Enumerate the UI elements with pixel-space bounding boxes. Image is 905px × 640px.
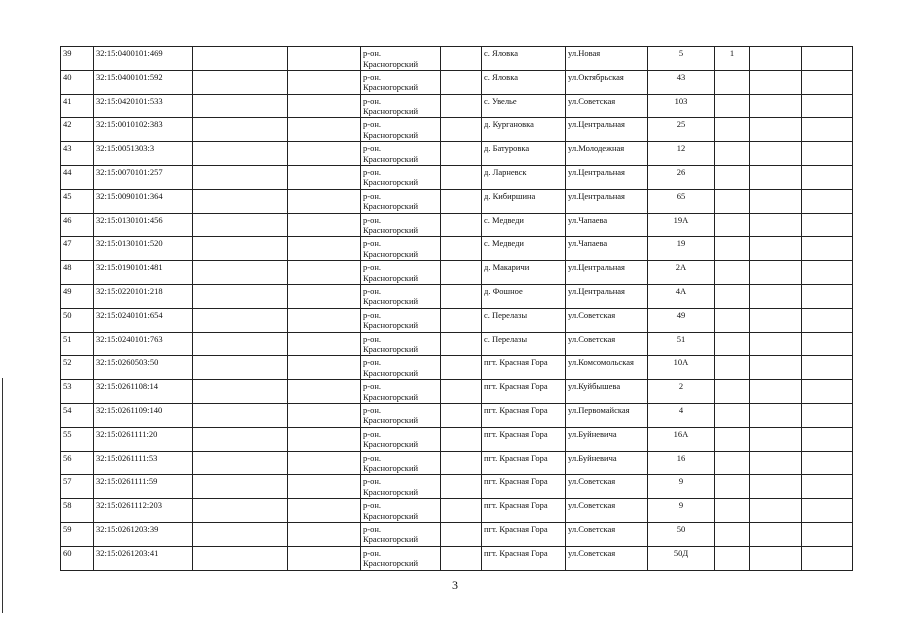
cell-empty <box>193 213 288 237</box>
cell-empty <box>750 118 802 142</box>
row-number: 39 <box>61 47 94 71</box>
locality: пгт. Красная Гора <box>482 451 566 475</box>
cell-empty <box>441 332 482 356</box>
cell-empty <box>441 237 482 261</box>
district: р-он. Красногорский <box>361 308 441 332</box>
district: р-он. Красногорский <box>361 403 441 427</box>
cell-empty <box>193 189 288 213</box>
table-row <box>61 451 853 475</box>
district: р-он. Красногорский <box>361 118 441 142</box>
cadastral-number: 32:15:0051303:3 <box>94 142 193 166</box>
cell-empty <box>288 499 361 523</box>
house-number: 103 <box>648 94 715 118</box>
cell-empty <box>193 118 288 142</box>
cell-empty <box>193 47 288 71</box>
row-number: 58 <box>61 499 94 523</box>
cell-empty <box>441 403 482 427</box>
count <box>715 427 750 451</box>
locality: пгт. Красная Гора <box>482 427 566 451</box>
house-number: 19 <box>648 237 715 261</box>
district: р-он. Красногорский <box>361 356 441 380</box>
cell-empty <box>802 70 853 94</box>
locality: с. Медведи <box>482 213 566 237</box>
street: ул.Молодежная <box>566 142 648 166</box>
cell-empty <box>193 427 288 451</box>
table-body <box>61 47 853 571</box>
district: р-он. Красногорский <box>361 142 441 166</box>
count <box>715 356 750 380</box>
table-row <box>61 237 853 261</box>
house-number: 26 <box>648 165 715 189</box>
locality: д. Батуровка <box>482 142 566 166</box>
row-number: 47 <box>61 237 94 261</box>
table-row <box>61 403 853 427</box>
cell-empty <box>193 332 288 356</box>
locality: д. Кибиршина <box>482 189 566 213</box>
cell-empty <box>441 427 482 451</box>
cell-empty <box>193 165 288 189</box>
cell-empty <box>750 70 802 94</box>
locality: пгт. Красная Гора <box>482 546 566 570</box>
locality: с. Яловка <box>482 70 566 94</box>
table-row <box>61 118 853 142</box>
cell-empty <box>288 380 361 404</box>
row-number: 50 <box>61 308 94 332</box>
cell-empty <box>802 308 853 332</box>
count <box>715 475 750 499</box>
street: ул.Чапаева <box>566 213 648 237</box>
count <box>715 189 750 213</box>
cell-empty <box>288 403 361 427</box>
house-number: 51 <box>648 332 715 356</box>
cell-empty <box>288 546 361 570</box>
cadastral-number: 32:15:0261111:20 <box>94 427 193 451</box>
cell-empty <box>750 356 802 380</box>
cell-empty <box>750 380 802 404</box>
cadastral-number: 32:15:0261111:59 <box>94 475 193 499</box>
cadastral-number: 32:15:0220101:218 <box>94 284 193 308</box>
count <box>715 237 750 261</box>
cell-empty <box>441 94 482 118</box>
district: р-он. Красногорский <box>361 451 441 475</box>
cadastral-number: 32:15:0070101:257 <box>94 165 193 189</box>
locality: пгт. Красная Гора <box>482 475 566 499</box>
district: р-он. Красногорский <box>361 546 441 570</box>
cell-empty <box>288 284 361 308</box>
cell-empty <box>802 237 853 261</box>
table-row <box>61 356 853 380</box>
cell-empty <box>288 237 361 261</box>
cell-empty <box>750 546 802 570</box>
cell-empty <box>802 165 853 189</box>
table-row <box>61 546 853 570</box>
cell-empty <box>193 284 288 308</box>
cell-empty <box>441 142 482 166</box>
cell-empty <box>441 47 482 71</box>
house-number: 10А <box>648 356 715 380</box>
district: р-он. Красногорский <box>361 475 441 499</box>
cell-empty <box>288 189 361 213</box>
locality: пгт. Красная Гора <box>482 522 566 546</box>
street: ул.Буйневича <box>566 451 648 475</box>
count <box>715 94 750 118</box>
count <box>715 380 750 404</box>
cell-empty <box>802 284 853 308</box>
cell-empty <box>441 165 482 189</box>
cell-empty <box>193 451 288 475</box>
street: ул.Центральная <box>566 284 648 308</box>
table-row <box>61 189 853 213</box>
cell-empty <box>441 189 482 213</box>
cell-empty <box>193 308 288 332</box>
cell-empty <box>802 189 853 213</box>
cell-empty <box>750 261 802 285</box>
row-number: 43 <box>61 142 94 166</box>
street: ул.Центральная <box>566 261 648 285</box>
cadastral-number: 32:15:0130101:520 <box>94 237 193 261</box>
house-number: 50Д <box>648 546 715 570</box>
cell-empty <box>441 118 482 142</box>
cadastral-number: 32:15:0261203:39 <box>94 522 193 546</box>
locality: д. Ларневск <box>482 165 566 189</box>
row-number: 44 <box>61 165 94 189</box>
house-number: 16А <box>648 427 715 451</box>
page-number: 3 <box>452 578 458 592</box>
cell-empty <box>288 308 361 332</box>
row-number: 60 <box>61 546 94 570</box>
house-number: 9 <box>648 499 715 523</box>
table-row <box>61 47 853 71</box>
row-number: 54 <box>61 403 94 427</box>
cadastral-number: 32:15:0400101:592 <box>94 70 193 94</box>
cell-empty <box>750 213 802 237</box>
table-row <box>61 380 853 404</box>
cell-empty <box>441 356 482 380</box>
cell-empty <box>802 403 853 427</box>
street: ул.Советская <box>566 475 648 499</box>
scan-edge-line <box>2 378 3 613</box>
cell-empty <box>193 356 288 380</box>
cell-empty <box>750 475 802 499</box>
cell-empty <box>193 546 288 570</box>
cell-empty <box>802 427 853 451</box>
row-number: 51 <box>61 332 94 356</box>
locality: пгт. Красная Гора <box>482 380 566 404</box>
cell-empty <box>750 237 802 261</box>
street: ул.Чапаева <box>566 237 648 261</box>
count <box>715 451 750 475</box>
cell-empty <box>288 70 361 94</box>
street: ул.Центральная <box>566 118 648 142</box>
locality: пгт. Красная Гора <box>482 499 566 523</box>
row-number: 42 <box>61 118 94 142</box>
house-number: 43 <box>648 70 715 94</box>
table-row <box>61 332 853 356</box>
cell-empty <box>288 165 361 189</box>
house-number: 25 <box>648 118 715 142</box>
property-table <box>60 46 853 571</box>
house-number: 16 <box>648 451 715 475</box>
locality: с. Медведи <box>482 237 566 261</box>
cell-empty <box>288 356 361 380</box>
cell-empty <box>193 70 288 94</box>
district: р-он. Красногорский <box>361 380 441 404</box>
count <box>715 332 750 356</box>
cell-empty <box>750 427 802 451</box>
count <box>715 403 750 427</box>
table-row <box>61 94 853 118</box>
cadastral-number: 32:15:0420101:533 <box>94 94 193 118</box>
count <box>715 118 750 142</box>
row-number: 55 <box>61 427 94 451</box>
cell-empty <box>750 189 802 213</box>
table-row <box>61 499 853 523</box>
cell-empty <box>441 70 482 94</box>
cadastral-number: 32:15:0261111:53 <box>94 451 193 475</box>
table-row <box>61 522 853 546</box>
table-row <box>61 427 853 451</box>
row-number: 52 <box>61 356 94 380</box>
district: р-он. Красногорский <box>361 284 441 308</box>
street: ул.Новая <box>566 47 648 71</box>
cell-empty <box>193 403 288 427</box>
cell-empty <box>441 284 482 308</box>
row-number: 49 <box>61 284 94 308</box>
cell-empty <box>288 475 361 499</box>
house-number: 2А <box>648 261 715 285</box>
cell-empty <box>441 213 482 237</box>
district: р-он. Красногорский <box>361 237 441 261</box>
cell-empty <box>802 380 853 404</box>
cadastral-number: 32:15:0261109:140 <box>94 403 193 427</box>
street: ул.Центральная <box>566 189 648 213</box>
table-row <box>61 213 853 237</box>
cell-empty <box>288 427 361 451</box>
row-number: 45 <box>61 189 94 213</box>
cell-empty <box>441 475 482 499</box>
street: ул.Советская <box>566 499 648 523</box>
cadastral-number: 32:15:0130101:456 <box>94 213 193 237</box>
row-number: 57 <box>61 475 94 499</box>
cell-empty <box>288 261 361 285</box>
count <box>715 70 750 94</box>
row-number: 56 <box>61 451 94 475</box>
house-number: 9 <box>648 475 715 499</box>
street: ул.Советская <box>566 308 648 332</box>
cell-empty <box>288 118 361 142</box>
district: р-он. Красногорский <box>361 522 441 546</box>
row-number: 46 <box>61 213 94 237</box>
cell-empty <box>193 261 288 285</box>
cell-empty <box>802 451 853 475</box>
locality: с. Яловка <box>482 47 566 71</box>
cell-empty <box>802 261 853 285</box>
locality: с. Перелазы <box>482 332 566 356</box>
cell-empty <box>750 499 802 523</box>
cell-empty <box>193 522 288 546</box>
district: р-он. Красногорский <box>361 213 441 237</box>
locality: пгт. Красная Гора <box>482 356 566 380</box>
district: р-он. Красногорский <box>361 189 441 213</box>
count <box>715 546 750 570</box>
cell-empty <box>802 546 853 570</box>
cadastral-number: 32:15:0010102:383 <box>94 118 193 142</box>
locality: с. Увелье <box>482 94 566 118</box>
street: ул.Первомайская <box>566 403 648 427</box>
count <box>715 284 750 308</box>
cell-empty <box>193 142 288 166</box>
cadastral-number: 32:15:0400101:469 <box>94 47 193 71</box>
cell-empty <box>802 47 853 71</box>
cell-empty <box>802 475 853 499</box>
cell-empty <box>288 522 361 546</box>
cadastral-number: 32:15:0240101:763 <box>94 332 193 356</box>
cell-empty <box>750 332 802 356</box>
cell-empty <box>193 380 288 404</box>
count <box>715 499 750 523</box>
count <box>715 165 750 189</box>
row-number: 41 <box>61 94 94 118</box>
count <box>715 142 750 166</box>
count <box>715 522 750 546</box>
house-number: 4 <box>648 403 715 427</box>
cadastral-number: 32:15:0240101:654 <box>94 308 193 332</box>
cell-empty <box>802 94 853 118</box>
district: р-он. Красногорский <box>361 499 441 523</box>
cell-empty <box>750 522 802 546</box>
count <box>715 261 750 285</box>
cell-empty <box>288 451 361 475</box>
cadastral-number: 32:15:0190101:481 <box>94 261 193 285</box>
cell-empty <box>802 118 853 142</box>
locality: д. Фошное <box>482 284 566 308</box>
cadastral-number: 32:15:0261203:41 <box>94 546 193 570</box>
cell-empty <box>750 284 802 308</box>
locality: д. Макаричи <box>482 261 566 285</box>
house-number: 5 <box>648 47 715 71</box>
table-row <box>61 284 853 308</box>
cell-empty <box>802 142 853 166</box>
cadastral-number: 32:15:0090101:364 <box>94 189 193 213</box>
cadastral-number: 32:15:0260503:50 <box>94 356 193 380</box>
cell-empty <box>441 499 482 523</box>
house-number: 49 <box>648 308 715 332</box>
locality: пгт. Красная Гора <box>482 403 566 427</box>
cell-empty <box>288 213 361 237</box>
cell-empty <box>193 475 288 499</box>
cell-empty <box>802 499 853 523</box>
district: р-он. Красногорский <box>361 261 441 285</box>
table-row <box>61 308 853 332</box>
district: р-он. Красногорский <box>361 427 441 451</box>
cell-empty <box>441 522 482 546</box>
cell-empty <box>288 332 361 356</box>
count <box>715 213 750 237</box>
row-number: 48 <box>61 261 94 285</box>
cell-empty <box>802 213 853 237</box>
house-number: 12 <box>648 142 715 166</box>
street: ул.Советская <box>566 332 648 356</box>
cell-empty <box>441 261 482 285</box>
row-number: 53 <box>61 380 94 404</box>
district: р-он. Красногорский <box>361 70 441 94</box>
locality: д. Кургановка <box>482 118 566 142</box>
district: р-он. Красногорский <box>361 94 441 118</box>
house-number: 50 <box>648 522 715 546</box>
cell-empty <box>288 47 361 71</box>
cell-empty <box>441 308 482 332</box>
cell-empty <box>750 308 802 332</box>
house-number: 2 <box>648 380 715 404</box>
street: ул.Центральная <box>566 165 648 189</box>
cell-empty <box>288 142 361 166</box>
locality: с. Перелазы <box>482 308 566 332</box>
table-row <box>61 70 853 94</box>
table-row <box>61 165 853 189</box>
cell-empty <box>802 332 853 356</box>
street: ул.Октябрьская <box>566 70 648 94</box>
cadastral-number: 32:15:0261108:14 <box>94 380 193 404</box>
cell-empty <box>750 403 802 427</box>
street: ул.Комсомольская <box>566 356 648 380</box>
street: ул.Советская <box>566 94 648 118</box>
cadastral-number: 32:15:0261112:203 <box>94 499 193 523</box>
house-number: 65 <box>648 189 715 213</box>
cell-empty <box>441 380 482 404</box>
district: р-он. Красногорский <box>361 332 441 356</box>
table-row <box>61 475 853 499</box>
cell-empty <box>193 94 288 118</box>
street: ул.Советская <box>566 546 648 570</box>
count <box>715 308 750 332</box>
street: ул.Куйбышева <box>566 380 648 404</box>
cell-empty <box>193 237 288 261</box>
district: р-он. Красногорский <box>361 47 441 71</box>
row-number: 59 <box>61 522 94 546</box>
cell-empty <box>441 451 482 475</box>
street: ул.Советская <box>566 522 648 546</box>
cell-empty <box>750 451 802 475</box>
cell-empty <box>750 47 802 71</box>
cell-empty <box>441 546 482 570</box>
table-row <box>61 261 853 285</box>
cell-empty <box>750 165 802 189</box>
cell-empty <box>802 522 853 546</box>
count: 1 <box>715 47 750 71</box>
cell-empty <box>288 94 361 118</box>
street: ул.Буйневича <box>566 427 648 451</box>
row-number: 40 <box>61 70 94 94</box>
house-number: 19А <box>648 213 715 237</box>
district: р-он. Красногорский <box>361 165 441 189</box>
house-number: 4А <box>648 284 715 308</box>
cell-empty <box>750 142 802 166</box>
cell-empty <box>802 356 853 380</box>
cell-empty <box>193 499 288 523</box>
cell-empty <box>750 94 802 118</box>
table-row <box>61 142 853 166</box>
